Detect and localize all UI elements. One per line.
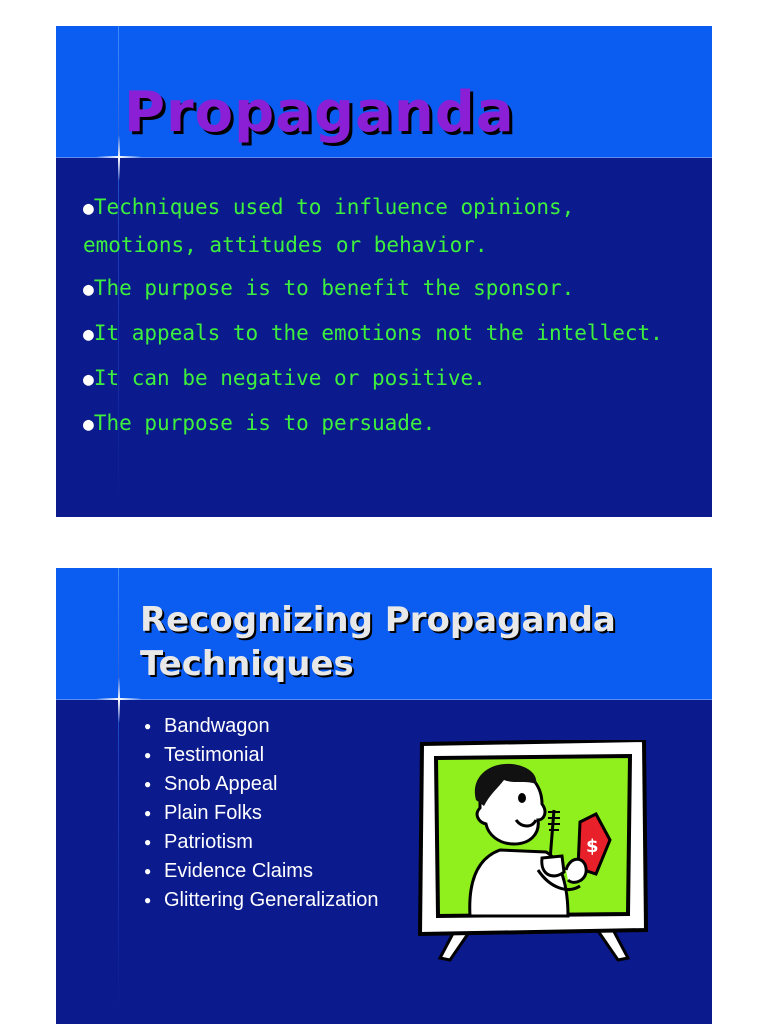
slide-title: Propaganda: [124, 80, 515, 145]
list-item: ● Patriotism: [144, 828, 404, 857]
bullet-list: [83, 189, 693, 450]
divider-vertical: [118, 568, 119, 1024]
salesman-hand: [542, 856, 564, 876]
sparkle-icon: [118, 135, 120, 181]
bullet-icon: ●: [83, 324, 94, 345]
price-tag-symbol: $: [586, 836, 599, 857]
bullet-icon: ●: [83, 369, 94, 390]
bullet-icon: ●: [83, 414, 94, 435]
list-item: ● Bandwagon: [144, 712, 404, 741]
list-item: ● Snob Appeal: [144, 770, 404, 799]
divider-horizontal: [56, 699, 712, 700]
salesman-hand-right: [566, 859, 586, 882]
list-item: ● Glittering Generalization: [144, 886, 404, 915]
divider-horizontal: [56, 157, 712, 158]
slide-propaganda: [56, 26, 712, 517]
slide-recognizing-techniques: [56, 568, 712, 1024]
bullet-icon: ●: [144, 835, 152, 849]
bullet-item: ●The purpose is to benefit the sponsor.: [83, 276, 575, 300]
bullet-icon: ●: [144, 806, 152, 820]
bullet-icon: ●: [144, 777, 152, 791]
bullet-icon: ●: [144, 864, 152, 878]
bullet-item: ●It can be negative or positive.: [83, 366, 486, 390]
bullet-icon: ●: [83, 198, 94, 219]
bullet-icon: ●: [144, 893, 152, 907]
list-item: ● Testimonial: [144, 741, 404, 770]
bullet-item: ●The purpose is to persuade.: [83, 411, 436, 435]
list-item: ● Plain Folks: [144, 799, 404, 828]
salesman-eye: [518, 793, 526, 803]
tv-salesman-illustration: [418, 740, 650, 966]
bullet-icon: ●: [144, 748, 152, 762]
sparkle-icon: [118, 677, 120, 723]
technique-list: [144, 712, 404, 915]
bullet-icon: ●: [83, 279, 94, 300]
bullet-item: ●It appeals to the emotions not the intellect.: [83, 321, 663, 345]
list-item: ● Evidence Claims: [144, 857, 404, 886]
slide-title: Recognizing Propaganda Techniques: [140, 600, 616, 684]
bullet-icon: ●: [144, 719, 152, 733]
bullet-item: ●Techniques used to influence opinions, emotions, attitudes or behavior.: [83, 195, 575, 257]
